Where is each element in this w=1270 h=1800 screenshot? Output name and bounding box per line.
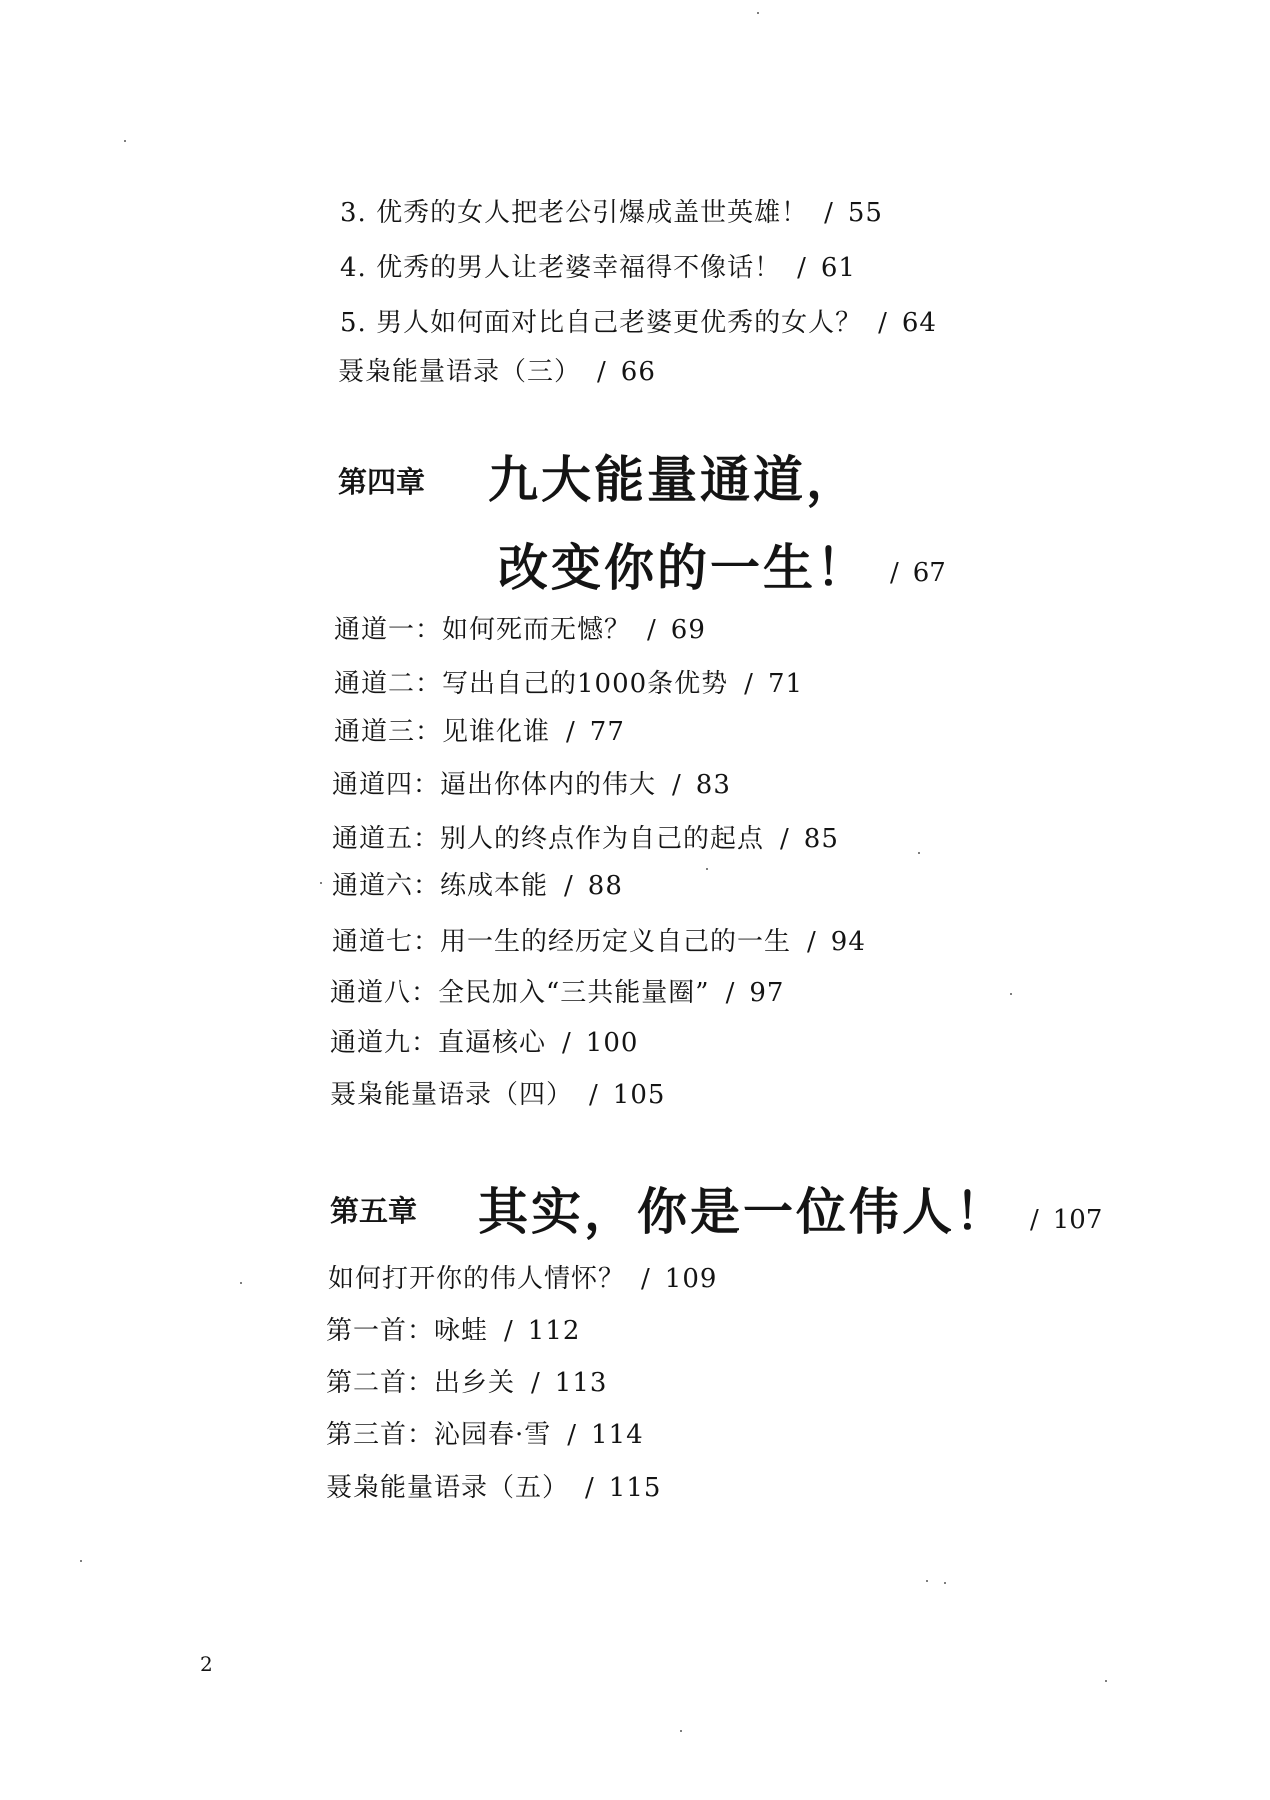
entry-text: 5. 男人如何面对比自己老婆更优秀的女人？ xyxy=(340,308,863,338)
entry-text: 聂枭能量语录（三） xyxy=(338,357,582,387)
chapter-page-number: 67 xyxy=(912,558,946,588)
chapter-label: 第五章 xyxy=(330,1194,418,1228)
entry-text: 通道四：逼出你体内的伟大 xyxy=(332,770,657,800)
entry-page: 85 xyxy=(803,824,839,854)
separator: / xyxy=(725,978,736,1008)
scan-speck xyxy=(320,882,322,884)
toc-entry xyxy=(332,925,866,959)
scan-speck xyxy=(80,1560,82,1562)
entry-text: 4. 优秀的男人让老婆幸福得不像话！ xyxy=(340,253,782,283)
entry-page: 77 xyxy=(589,717,625,747)
scan-speck xyxy=(1010,993,1012,995)
separator: / xyxy=(531,1368,541,1398)
chapter-title-line2: 改变你的一生！ xyxy=(498,538,869,597)
entry-text: 通道五：别人的终点作为自己的起点 xyxy=(332,824,765,854)
scan-speck xyxy=(944,1582,946,1584)
separator: / xyxy=(566,717,576,747)
entry-text: 聂枭能量语录（五） xyxy=(326,1473,570,1503)
entry-page: 115 xyxy=(608,1473,662,1503)
entry-page: 69 xyxy=(670,615,706,645)
toc-entry xyxy=(340,196,883,230)
entry-text: 通道九：直逼核心 xyxy=(330,1028,547,1058)
scan-speck xyxy=(926,1580,928,1582)
toc-entry xyxy=(328,1262,717,1296)
entry-page: 64 xyxy=(901,308,937,338)
separator: / xyxy=(890,558,899,588)
entry-text: 聂枭能量语录（四） xyxy=(330,1080,574,1110)
toc-entry xyxy=(334,613,706,647)
chapter-page xyxy=(1030,1203,1102,1237)
separator: / xyxy=(780,824,790,854)
scan-speck xyxy=(706,868,708,870)
entry-page: 114 xyxy=(591,1420,644,1450)
entry-text: 第三首：沁园春·雪 xyxy=(326,1420,552,1450)
scan-speck xyxy=(124,140,126,142)
scan-speck xyxy=(918,852,920,854)
separator: / xyxy=(647,615,657,645)
entry-text: 通道三：见谁化谁 xyxy=(334,717,551,747)
toc-entry xyxy=(326,1366,607,1400)
entry-text: 通道八：全民加入“三共能量圈” xyxy=(330,978,710,1008)
entry-text: 如何打开你的伟人情怀？ xyxy=(328,1264,626,1294)
entry-page: 113 xyxy=(554,1368,608,1398)
toc-entry xyxy=(338,355,656,389)
separator: / xyxy=(824,198,834,228)
toc-entry xyxy=(334,667,803,701)
entry-text: 通道六：练成本能 xyxy=(332,871,549,901)
chapter-title: 其实，你是一位伟人！ xyxy=(478,1182,1008,1241)
toc-entry xyxy=(326,1418,644,1452)
entry-text: 通道二：写出自己的1000条优势 xyxy=(334,669,729,699)
separator: / xyxy=(807,927,817,957)
separator: / xyxy=(564,871,574,901)
entry-page: 94 xyxy=(830,927,866,957)
entry-page: 112 xyxy=(527,1316,581,1346)
toc-entry xyxy=(332,822,839,856)
separator: / xyxy=(597,357,607,387)
separator: / xyxy=(744,669,754,699)
entry-page: 97 xyxy=(749,978,785,1008)
separator: / xyxy=(504,1316,514,1346)
separator: / xyxy=(585,1473,595,1503)
chapter-page-number: 107 xyxy=(1052,1205,1103,1235)
entry-text: 通道一：如何死而无憾？ xyxy=(334,615,632,645)
separator: / xyxy=(567,1420,578,1450)
entry-page: 83 xyxy=(695,770,731,800)
chapter-label: 第四章 xyxy=(338,465,426,499)
separator: / xyxy=(589,1080,599,1110)
entry-page: 66 xyxy=(620,357,656,387)
entry-text: 第二首：出乡关 xyxy=(326,1368,516,1398)
entry-page: 88 xyxy=(587,871,623,901)
page-number: 2 xyxy=(200,1652,213,1676)
chapter-page xyxy=(890,556,946,590)
chapter-title-line1: 九大能量通道， xyxy=(488,450,859,509)
entry-page: 55 xyxy=(847,198,883,228)
entry-text: 第一首：咏蛙 xyxy=(326,1316,489,1346)
scan-speck xyxy=(240,1282,242,1284)
toc-entry xyxy=(330,976,784,1010)
toc-entry xyxy=(340,251,856,285)
separator: / xyxy=(878,308,888,338)
entry-text: 通道七：用一生的经历定义自己的一生 xyxy=(332,927,792,957)
toc-entry xyxy=(340,306,937,340)
entry-page: 61 xyxy=(820,253,856,283)
entry-page: 105 xyxy=(612,1080,666,1110)
scan-speck xyxy=(680,1730,682,1732)
scan-speck xyxy=(1105,1680,1107,1682)
toc-entry xyxy=(326,1314,580,1348)
toc-entry xyxy=(332,768,731,802)
entry-text: 3. 优秀的女人把老公引爆成盖世英雄！ xyxy=(340,198,809,228)
separator: / xyxy=(672,770,682,800)
separator: / xyxy=(641,1264,651,1294)
entry-page: 71 xyxy=(767,669,804,699)
toc-entry xyxy=(326,1471,661,1505)
scan-speck xyxy=(757,12,759,14)
toc-entry xyxy=(330,1026,638,1060)
entry-page: 100 xyxy=(585,1028,639,1058)
toc-entry xyxy=(332,869,623,903)
separator: / xyxy=(1030,1205,1039,1235)
toc-entry xyxy=(330,1078,665,1112)
toc-entry xyxy=(334,715,625,749)
separator: / xyxy=(797,253,807,283)
separator: / xyxy=(562,1028,572,1058)
entry-page: 109 xyxy=(664,1264,718,1294)
